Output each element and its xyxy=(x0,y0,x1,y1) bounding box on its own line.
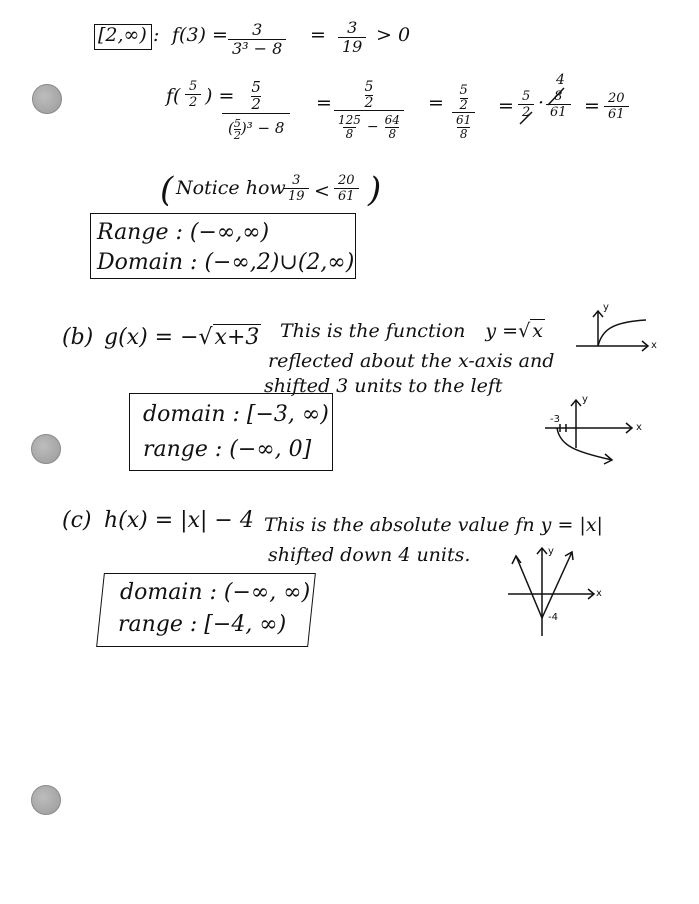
denominator-tail: )³ − 8 xyxy=(240,119,285,138)
denominator: 2 xyxy=(233,128,241,142)
denominator: 2 xyxy=(518,104,534,120)
denominator: 19 xyxy=(338,37,366,56)
desc-text: This is the function xyxy=(280,320,466,342)
less-than: < xyxy=(314,180,330,202)
numerator: 3 xyxy=(292,173,301,188)
numerator: 5 xyxy=(189,79,198,94)
sqrt-sign: √ xyxy=(518,320,531,342)
part-c-range: range : [−4, ∞) xyxy=(118,612,287,637)
numerator: 64 xyxy=(384,113,400,128)
equals-sign: = xyxy=(316,92,332,114)
part-b-label: (b) xyxy=(62,325,94,350)
numerator: 5 xyxy=(364,79,374,95)
numerator: 5 xyxy=(522,89,531,104)
part-b-desc-2: reflected about the x-axis and xyxy=(268,350,555,372)
numerator: 5 xyxy=(233,116,241,130)
numerator: 5 xyxy=(251,78,261,96)
numerator: 3 xyxy=(347,18,358,37)
denominator: 61 xyxy=(334,188,359,204)
numerator: 20 xyxy=(338,173,355,188)
denominator: 2 xyxy=(251,94,261,113)
interval-label: [2,∞) xyxy=(98,24,147,46)
graph2-x-label: x xyxy=(636,422,642,433)
graph2-tick-label: -3 xyxy=(550,414,560,425)
denominator: 19 xyxy=(284,188,309,204)
notice-text: Notice how xyxy=(176,177,286,199)
desc-eq: y = xyxy=(485,320,519,342)
denominator: 8 xyxy=(343,127,357,141)
domain-answer: Domain : (−∞,2)∪(2,∞) xyxy=(97,250,355,275)
numerator: 5 xyxy=(459,83,468,98)
equals-sign: = xyxy=(428,92,444,114)
part-c-label: (c) xyxy=(62,508,92,533)
part-b-domain: domain : [−3, ∞) xyxy=(143,402,329,427)
radicand: x+3 xyxy=(214,325,260,350)
denominator: 8 xyxy=(457,127,471,141)
f52-lhs: f( xyxy=(166,85,181,107)
f52-rhs: ) = xyxy=(205,85,235,107)
denominator: 8 xyxy=(385,127,399,141)
numerator: 20 xyxy=(608,91,625,106)
times-dot: · xyxy=(538,92,545,114)
f3-lhs: f(3) = xyxy=(172,24,228,46)
minus-sign: − xyxy=(366,119,379,136)
numerator: 125 xyxy=(338,113,361,128)
graph3-y-label: y xyxy=(548,546,554,557)
denominator: 2 xyxy=(185,94,201,110)
denominator: 61 xyxy=(604,106,629,122)
graph1-x-label: x xyxy=(651,340,657,351)
numerator: 8 xyxy=(554,89,563,104)
f3-denominator: 3³ − 8 xyxy=(228,39,286,58)
graph3-tick-label: -4 xyxy=(548,612,558,623)
notice-paren-open: ( xyxy=(160,170,174,210)
equals-sign: = xyxy=(498,95,514,117)
function-lhs: g(x) = − xyxy=(104,325,199,350)
graph3-x-label: x xyxy=(596,588,602,599)
equals-sign: = xyxy=(584,95,600,117)
open-paren: ( xyxy=(228,119,234,138)
cancel-result-4: 4 xyxy=(556,72,565,88)
graph2-y-label: y xyxy=(582,394,588,405)
interval-colon: : xyxy=(153,24,160,46)
part-b-desc-3: shifted 3 units to the left xyxy=(264,375,503,397)
part-c-domain: domain : (−∞, ∞) xyxy=(120,580,311,605)
part-b-range: range : (−∞, 0] xyxy=(143,437,312,462)
graph1-y-label: y xyxy=(603,302,609,313)
numerator: 61 xyxy=(456,113,472,128)
sqrt-sign: √ xyxy=(198,325,213,350)
part-c-desc-2: shifted down 4 units. xyxy=(268,544,471,566)
notice-paren-close: ) xyxy=(368,170,382,210)
denominator: 2 xyxy=(364,94,374,111)
denominator: 61 xyxy=(546,104,571,120)
greater-than-zero: > 0 xyxy=(376,24,411,46)
denominator: 2 xyxy=(459,97,468,113)
range-answer: Range : (−∞,∞) xyxy=(97,220,270,245)
equals-sign: = xyxy=(310,24,326,46)
part-c-desc-1: This is the absolute value fn y = |x| xyxy=(264,514,603,536)
part-c-function: h(x) = |x| − 4 xyxy=(104,508,254,533)
f3-numerator: 3 xyxy=(252,20,263,39)
radicand: x xyxy=(532,320,543,342)
